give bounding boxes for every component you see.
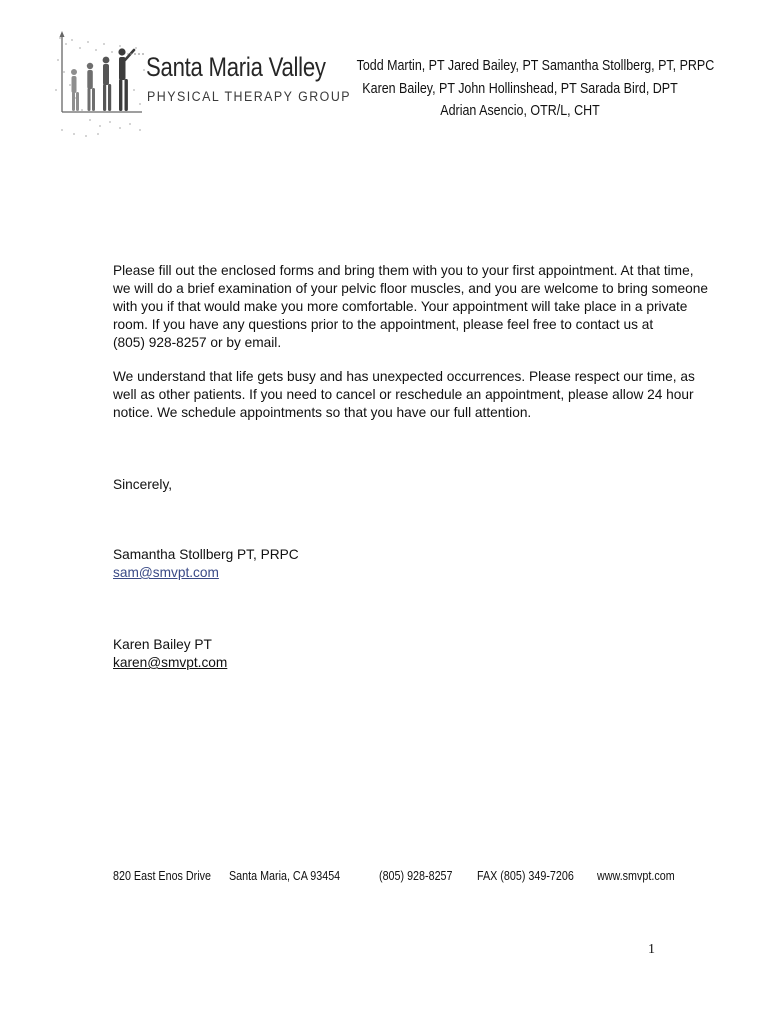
letter-paragraph-1 [113, 262, 708, 352]
paragraph-line: We understand that life gets busy and has unexpected occurrences. Please respect our time, as [113, 369, 695, 384]
staff-line: Karen Bailey, PT John Hollinshead, PT Sarada Bird, DPT [362, 80, 678, 97]
letter-paragraph-2 [113, 368, 695, 422]
staff-line: Todd Martin, PT Jared Bailey, PT Samantha Stollberg, PT, PRPC [356, 58, 715, 74]
paragraph-line: well as other patients. If you need to cancel or reschedule an appointment, please allow 24 hour [113, 387, 694, 402]
staff-list [330, 55, 715, 123]
signatory-name: Karen Bailey PT [113, 637, 212, 652]
paragraph-line: Please fill out the enclosed forms and bring them with you to your first appointment. At that time, [113, 263, 694, 278]
staff-line: Adrian Asencio, OTR/L, CHT [440, 103, 600, 119]
footer-website: www.smvpt.com [597, 869, 675, 883]
paragraph-line: (805) 928-8257 or by email. [113, 335, 282, 350]
email-link[interactable]: sam@smvpt.com [113, 565, 219, 580]
signatory-block [113, 546, 299, 582]
logo-figures-icon [50, 30, 150, 140]
logo-title: Santa Maria Valley [146, 52, 326, 82]
letterhead-footer [113, 869, 675, 889]
footer-phone: (805) 928-8257 [379, 869, 453, 883]
footer-fax: FAX (805) 349-7206 [477, 869, 574, 883]
paragraph-line: with you if that would make you more comfortable. Your appointment will take place in a private [113, 299, 688, 314]
email-link[interactable]: karen@smvpt.com [113, 655, 228, 670]
practice-logo [50, 30, 352, 140]
signatory-block [113, 636, 227, 672]
paragraph-line: notice. We schedule appointments so that you have our full attention. [113, 405, 532, 420]
logo-subtitle: PHYSICAL THERAPY GROUP [147, 89, 352, 104]
footer-address: 820 East Enos Drive [113, 869, 211, 883]
letter-closing: Sincerely, [113, 477, 173, 492]
paragraph-line: room. If you have any questions prior to the appointment, please feel free to contact us at [113, 317, 654, 332]
signatory-name: Samantha Stollberg PT, PRPC [113, 547, 299, 562]
paragraph-line: we will do a brief examination of your pelvic floor muscles, and you are welcome to bring someone [113, 281, 708, 296]
page-number: 1 [648, 942, 655, 957]
footer-city: Santa Maria, CA 93454 [229, 869, 341, 883]
